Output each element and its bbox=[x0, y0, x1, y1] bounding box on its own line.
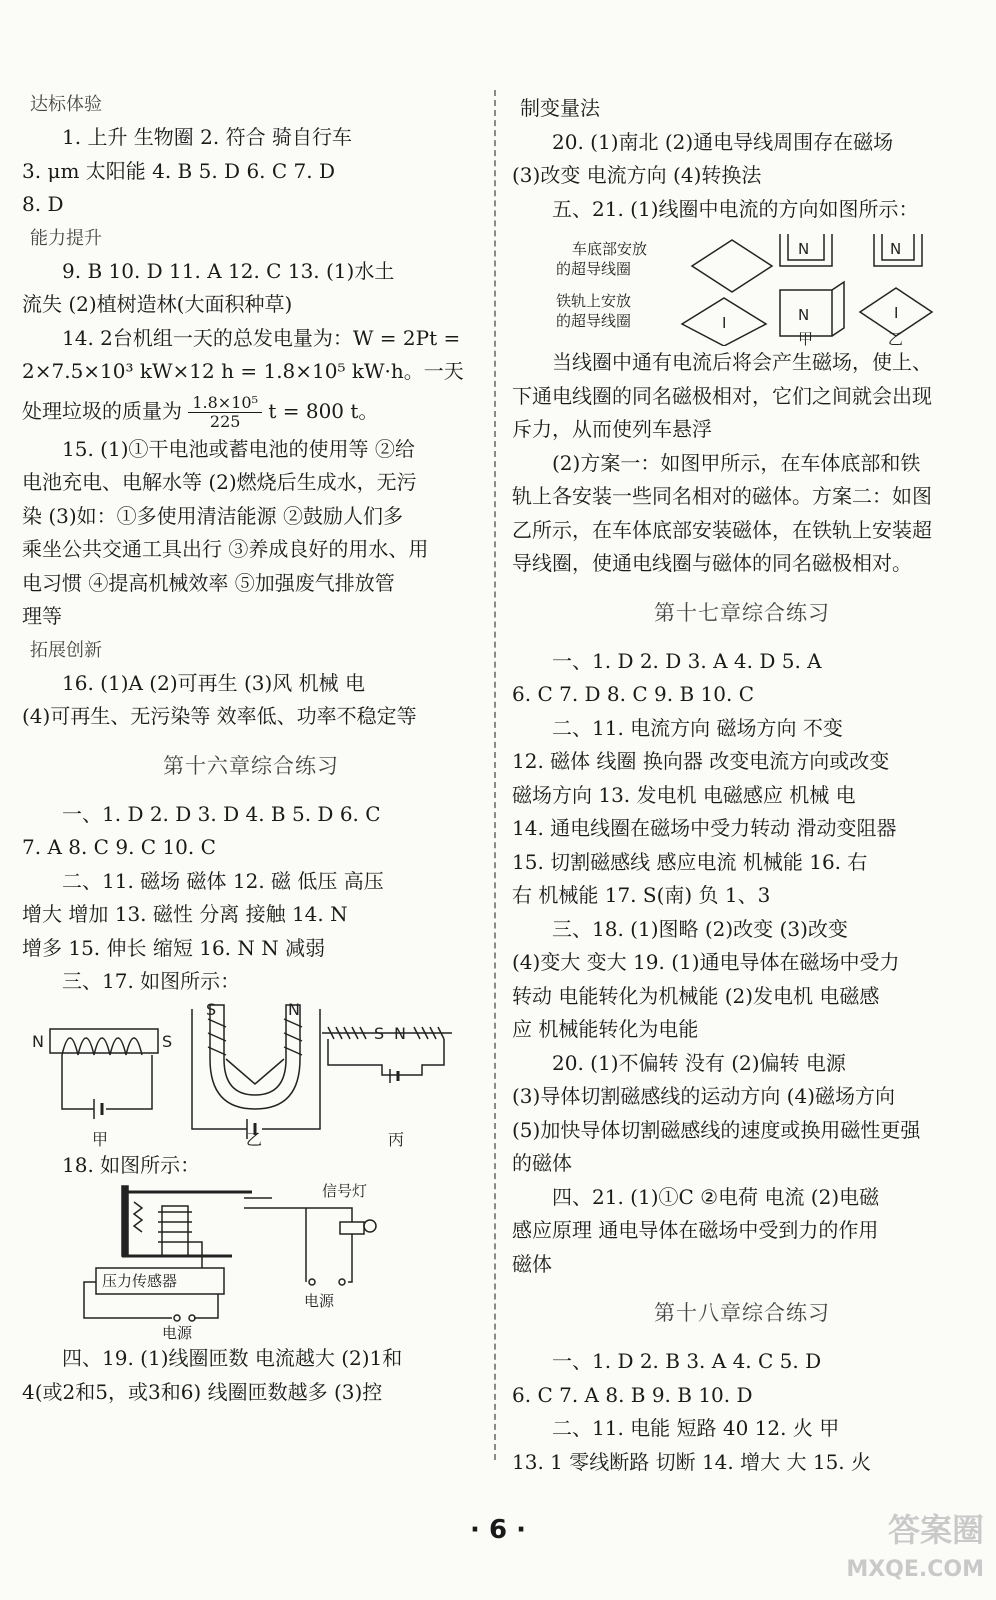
coil-winding bbox=[208, 1019, 302, 1055]
pole-label: N bbox=[32, 1031, 44, 1051]
answer-line: 9. B 10. D 11. A 12. C 13. (1)水土 bbox=[62, 258, 395, 283]
answer-line: 2×7.5×10³ kW×12 h = 1.8×10⁵ kW·h。一天 bbox=[22, 359, 464, 383]
pole-label: N bbox=[288, 999, 300, 1019]
answer-line: 理等 bbox=[22, 604, 62, 628]
watermark-url: MXQE.COM bbox=[846, 1557, 984, 1582]
answer-line: 二、11. 电能 短路 40 12. 火 甲 bbox=[552, 1416, 840, 1440]
answer-line: 8. D bbox=[22, 192, 64, 216]
figure-label: 甲 bbox=[798, 330, 814, 346]
answer-line: 右 机械能 17. S(南) 负 1、3 bbox=[512, 883, 771, 907]
figure-label: 乙 bbox=[246, 1129, 263, 1149]
answer-line: 15. (1)①干电池或蓄电池的使用等 ②给 bbox=[62, 436, 415, 461]
answer-line: 五、21. (1)线圈中电流的方向如图所示： bbox=[552, 196, 919, 221]
answer-line: 乘坐公共交通工具出行 ③养成良好的用水、用 bbox=[22, 537, 429, 561]
left-column bbox=[22, 88, 480, 1409]
answer-line: 15. 切割磁感线 感应电流 机械能 16. 右 bbox=[512, 849, 868, 874]
answer-line: 三、17. 如图所示： bbox=[62, 969, 241, 993]
answer-line: 一、1. D 2. D 3. D 4. B 5. D 6. C bbox=[62, 801, 381, 826]
fraction-prefix: 处理垃圾的质量为 bbox=[22, 398, 182, 423]
watermark-logo bbox=[846, 1510, 984, 1590]
answer-line: (5)加快导体切割磁感线的速度或换用磁性更强 bbox=[512, 1117, 921, 1142]
answer-line: 18. 如图所示： bbox=[62, 1152, 201, 1177]
pole-label: N bbox=[798, 306, 810, 324]
chapter-title: 第十六章综合练习 bbox=[163, 753, 339, 778]
maglev-coil-diagram bbox=[512, 226, 972, 346]
answer-line: 20. (1)不偏转 没有 (2)偏转 电源 bbox=[552, 1050, 846, 1075]
answer-line: (3)导体切割磁感线的运动方向 (4)磁场方向 bbox=[512, 1084, 896, 1108]
answer-line: 乙所示，在车体底部安装磁体，在铁轨上安装超 bbox=[512, 517, 932, 542]
pressure-sensor-label: 压力传感器 bbox=[102, 1272, 178, 1290]
answer-line: 14. 2台机组一天的总发电量为：W = 2Pt = bbox=[62, 325, 461, 350]
pole-label: N bbox=[798, 240, 810, 258]
answer-line: 4(或2和5，或3和6) 线圈匝数越多 (3)控 bbox=[22, 1379, 383, 1404]
circuit-wire bbox=[328, 1039, 444, 1075]
chapter-title: 第十八章综合练习 bbox=[654, 1301, 830, 1325]
answer-line: (3)改变 电流方向 (4)转换法 bbox=[512, 163, 762, 187]
fraction bbox=[188, 394, 262, 431]
watermark-text: 答案圈 bbox=[887, 1511, 984, 1549]
terminal bbox=[174, 1315, 180, 1321]
signal-lamp-base bbox=[340, 1222, 364, 1234]
answer-line: 当线圈中通有电流后将会产生磁场，使上、 bbox=[552, 350, 932, 374]
answer-line: 转动 电能转化为机械能 (2)发电机 电磁感 bbox=[512, 983, 880, 1008]
power-source-label: 电源 bbox=[162, 1324, 193, 1342]
answer-line: 二、11. 电流方向 磁场方向 不变 bbox=[552, 715, 843, 740]
answer-line: 一、1. D 2. D 3. A 4. D 5. A bbox=[552, 648, 822, 673]
answer-line: 导线圈，使通电线圈与磁体的同名磁极相对。 bbox=[512, 551, 912, 575]
answer-line: 16. (1)A (2)可再生 (3)风 机械 电 bbox=[62, 670, 366, 695]
right-column bbox=[512, 92, 972, 1479]
pole-label: S bbox=[206, 999, 217, 1019]
pole-label: N bbox=[890, 240, 902, 258]
answer-line: 电池充电、电解水等 (2)燃烧后生成水，无污 bbox=[22, 470, 417, 494]
pole-label: S bbox=[374, 1023, 385, 1043]
answer-line: 感应原理 通电导体在磁场中受到力的作用 bbox=[512, 1218, 879, 1242]
answer-line: (4)变大 变大 19. (1)通电导体在磁场中受力 bbox=[512, 950, 900, 974]
coil-winding bbox=[158, 1212, 192, 1242]
terminal bbox=[309, 1279, 315, 1285]
answer-line: 下通电线圈的同名磁极相对，它们之间就会出现 bbox=[512, 383, 932, 408]
page-number: · 6 · bbox=[470, 1515, 526, 1545]
coil-label: 车底部安放 bbox=[572, 240, 648, 258]
circuit-wire bbox=[62, 1055, 152, 1109]
figure-21 bbox=[512, 226, 972, 346]
car-coil bbox=[692, 240, 772, 292]
answer-line: 12. 磁体 线圈 换向器 改变电流方向或改变 bbox=[512, 749, 890, 773]
circuit-wire bbox=[306, 1208, 352, 1282]
figure-label: 甲 bbox=[92, 1129, 109, 1149]
answer-line: 制变量法 bbox=[520, 96, 600, 120]
answer-line: 1. 上升 生物圈 2. 符合 骑自行车 bbox=[62, 125, 352, 149]
answer-line: 一、1. D 2. B 3. A 4. C 5. D bbox=[552, 1349, 822, 1373]
answer-line: 流失 (2)植树造林(大面积种草) bbox=[22, 292, 293, 316]
coil-label: 的超导线圈 bbox=[556, 260, 632, 278]
coil-label: 铁轨上安放 bbox=[556, 292, 632, 310]
answer-line: 应 机械能转化为电能 bbox=[512, 1017, 699, 1041]
answer-line: 四、19. (1)线圈匝数 电流越大 (2)1和 bbox=[62, 1346, 403, 1370]
answer-line: 6. C 7. A 8. B 9. B 10. D bbox=[512, 1382, 753, 1407]
answer-line: 6. C 7. D 8. C 9. B 10. C bbox=[512, 682, 754, 706]
answer-line: 二、11. 磁场 磁体 12. 磁 低压 高压 bbox=[62, 868, 384, 893]
answer-line: 14. 通电线圈在磁场中受力转动 滑动变阻器 bbox=[512, 816, 897, 840]
circuit-wire bbox=[272, 1208, 352, 1222]
column-divider bbox=[494, 90, 496, 1460]
answer-line: (4)可再生、无污染等 效率低、功率不稳定等 bbox=[22, 704, 417, 728]
answer-line: 染 (3)如：①多使用清洁能源 ②鼓励人们多 bbox=[22, 503, 404, 528]
answer-line: 增多 15. 伸长 缩短 16. N N 减弱 bbox=[22, 935, 326, 960]
fraction-suffix: t = 800 t。 bbox=[268, 398, 379, 423]
signal-lamp-label: 信号灯 bbox=[322, 1182, 368, 1200]
answer-line-fraction bbox=[22, 389, 480, 433]
coil-label: 的超导线圈 bbox=[556, 312, 632, 330]
section-heading: 达标体验 bbox=[30, 94, 102, 115]
fraction-denominator: 225 bbox=[209, 411, 241, 431]
answer-line: 7. A 8. C 9. C 10. C bbox=[22, 835, 216, 859]
answer-line: 磁体 bbox=[512, 1251, 552, 1276]
figure-18 bbox=[22, 1182, 480, 1342]
pole-label: S bbox=[162, 1031, 173, 1051]
magnet-block bbox=[780, 282, 844, 336]
electromagnet-core bbox=[162, 1206, 188, 1256]
section-heading: 拓展创新 bbox=[30, 639, 102, 661]
answer-line: 增大 增加 13. 磁性 分离 接触 14. N bbox=[22, 902, 348, 926]
answer-line: 电习惯 ④提高机械效率 ⑤加强废气排放管 bbox=[22, 570, 395, 595]
power-source-label: 电源 bbox=[304, 1292, 335, 1310]
answer-line: 3. μm 太阳能 4. B 5. D 6. C 7. D bbox=[22, 158, 336, 183]
relay-frame bbox=[122, 1186, 128, 1256]
contact bbox=[244, 1198, 272, 1208]
answer-line: 轨上各安装一些同名相对的磁体。方案二：如图 bbox=[512, 484, 932, 508]
section-heading: 能力提升 bbox=[30, 227, 102, 249]
spring bbox=[134, 1202, 142, 1232]
answer-line: 磁场方向 13. 发电机 电磁感应 机械 电 bbox=[512, 782, 856, 807]
answer-line: 三、18. (1)图略 (2)改变 (3)改变 bbox=[552, 916, 848, 941]
electromagnet-diagrams bbox=[22, 999, 480, 1149]
fraction-numerator: 1.8×10⁵ bbox=[188, 394, 262, 413]
answer-line: 13. 1 零线断路 切断 14. 增大 大 15. 火 bbox=[512, 1449, 872, 1474]
current-label: I bbox=[894, 304, 899, 322]
figure-label: 乙 bbox=[888, 330, 904, 346]
chapter-title: 第十七章综合练习 bbox=[654, 600, 830, 625]
terminal bbox=[339, 1279, 345, 1285]
figure-label: 丙 bbox=[388, 1129, 405, 1149]
answer-line: 20. (1)南北 (2)通电导线周围存在磁场 bbox=[552, 129, 894, 154]
signal-lamp-bulb bbox=[364, 1220, 376, 1232]
relay-circuit-diagram bbox=[22, 1182, 480, 1342]
figure-17 bbox=[22, 999, 480, 1149]
answer-line: (2)方案一：如图甲所示，在车体底部和铁 bbox=[552, 450, 921, 475]
answer-line: 的磁体 bbox=[512, 1151, 572, 1175]
answer-line: 四、21. (1)①C ②电荷 电流 (2)电磁 bbox=[552, 1184, 880, 1209]
answer-line: 斥力，从而使列车悬浮 bbox=[512, 417, 712, 441]
current-label: I bbox=[722, 314, 727, 332]
coil-wire bbox=[226, 1059, 284, 1084]
pole-label: N bbox=[394, 1023, 406, 1043]
